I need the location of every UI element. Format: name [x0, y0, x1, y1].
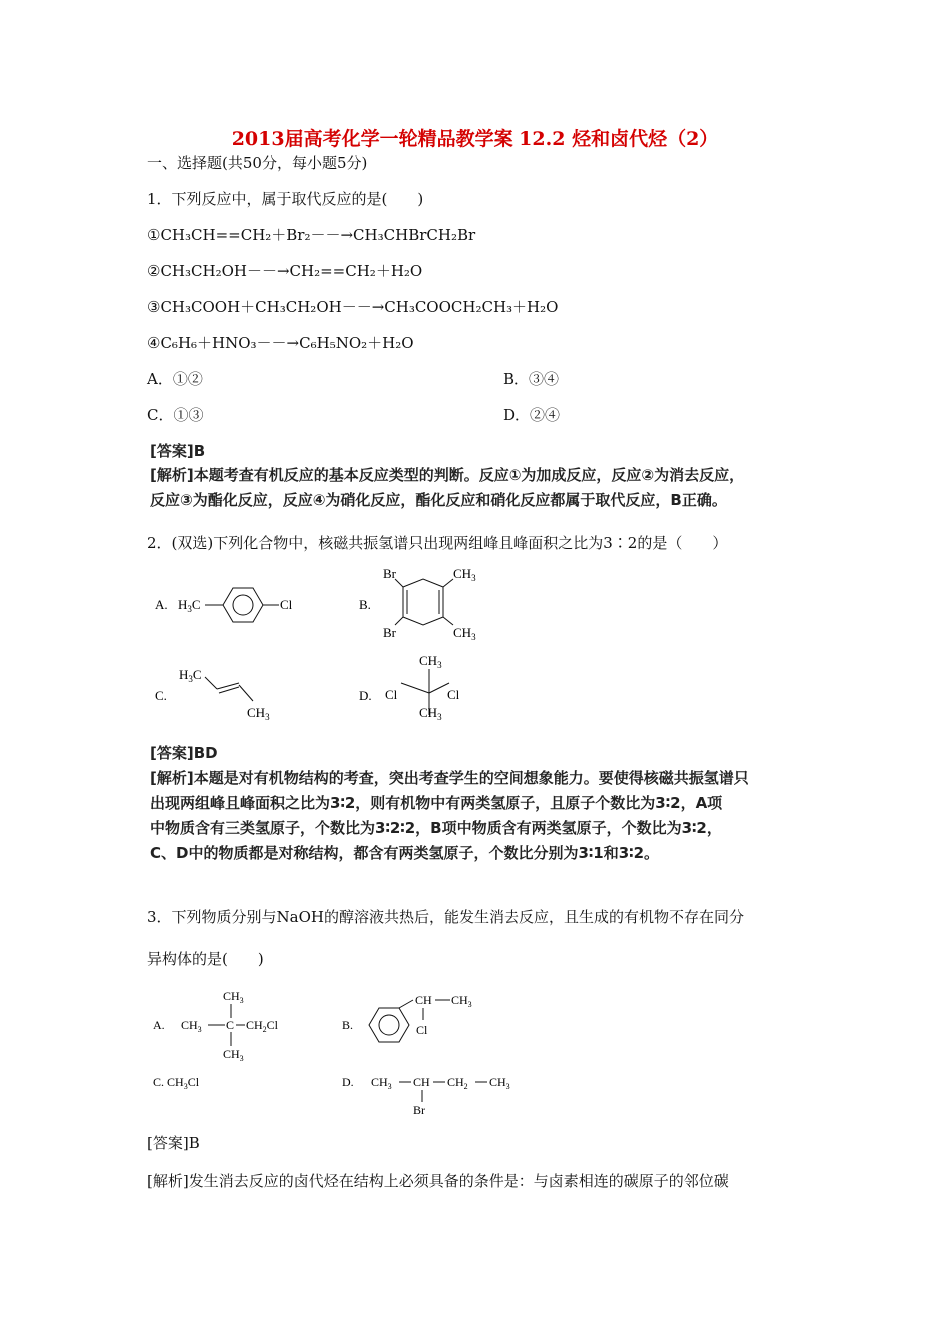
svg-text:CH3: $CH_3$ — [247, 705, 270, 722]
q3-stem-line1: 3．下列物质分别与NaOH的醇溶液共热后，能发生消去反应，且生成的有机物不存在同分 — [147, 908, 744, 926]
svg-text:CH3: $CH_3$ — [181, 1018, 202, 1034]
q2-analysis-line3: 中物质含有三类氢原子，个数比为3∶2∶2，B项中物质含有两类氢原子，个数比为3∶2， — [150, 819, 722, 837]
svg-text:D.: D. — [342, 1075, 354, 1089]
q1-stem: 1．下列反应中，属于取代反应的是( ) — [147, 190, 424, 208]
svg-text:CH2: $CH_2$ — [447, 1075, 468, 1091]
q1-analysis-line2: 反应③为酯化反应，反应④为硝化反应，酯化反应和硝化反应都属于取代反应，B正确。 — [150, 491, 727, 509]
q2-analysis-line2: 出现两组峰且峰面积之比为3∶2，则有机物中有两类氢原子，且原子个数比为3∶2，A项 — [150, 794, 723, 812]
svg-text:B.: B. — [342, 1018, 354, 1032]
q2-analysis-line1: [解析]本题是对有机物结构的考查，突出考查学生的空间想象能力。要使得核磁共振氢谱只 — [150, 769, 749, 787]
svg-text:CH2Cl: $CH_2Cl$ — [246, 1018, 279, 1034]
svg-text:H3C: $H_3C$ — [179, 667, 202, 684]
q2-a-label: A. — [155, 597, 168, 612]
q2-structures — [145, 565, 525, 725]
q1-option-c: C．①③ — [147, 406, 204, 424]
svg-text:Br: Br — [383, 625, 396, 640]
svg-text:CH3: $CH_3$ — [489, 1075, 510, 1091]
svg-text:CH: CH — [413, 1075, 430, 1089]
q1-option-d: D．②④ — [503, 406, 561, 424]
q1-reaction-1: ①CH₃CH==CH₂＋Br₂－－→CH₃CHBrCH₂Br — [147, 226, 476, 244]
q1-answer: [答案]B — [150, 442, 206, 460]
svg-text:Br: Br — [383, 566, 396, 581]
q1-reaction-3: ③CH₃COOH＋CH₃CH₂OH－－→CH₃COOCH₂CH₃＋H₂O — [147, 298, 559, 316]
svg-text:Br: Br — [413, 1103, 425, 1117]
svg-text:CH: CH — [415, 993, 432, 1007]
svg-text:Cl: Cl — [280, 597, 293, 612]
svg-text:CH3: $CH_3$ — [223, 1047, 244, 1063]
svg-text:CH3: $CH_3$ — [419, 705, 442, 722]
document-title: 2013届高考化学一轮精品教学案 12.2 烃和卤代烃（2） — [231, 128, 719, 150]
svg-text:Cl: Cl — [385, 687, 398, 702]
svg-text:CH3: $CH_3$ — [371, 1075, 392, 1091]
svg-text:CH3: $CH_3$ — [453, 566, 476, 583]
q1-reaction-2: ②CH₃CH₂OH－－→CH₂==CH₂＋H₂O — [147, 262, 423, 280]
q2-stem: 2．(双选)下列化合物中，核磁共振氢谱只出现两组峰且峰面积之比为3∶2的是（ ） — [147, 534, 728, 552]
svg-text:A.: A. — [153, 1018, 165, 1032]
q1-reaction-4: ④C₆H₆＋HNO₃－－→C₆H₅NO₂＋H₂O — [147, 334, 414, 352]
q1-option-b: B．③④ — [503, 370, 560, 388]
svg-text:Cl: Cl — [416, 1023, 428, 1037]
q3-stem-line2: 异构体的是( ) — [147, 950, 264, 968]
q1-option-a: A．①② — [147, 370, 203, 388]
q1-analysis-line1: [解析]本题考查有机反应的基本反应类型的判断。反应①为加成反应，反应②为消去反应， — [150, 466, 745, 484]
q3-analysis: [解析]发生消去反应的卤代烃在结构上必须具备的条件是：与卤素相连的碳原子的邻位碳 — [147, 1172, 729, 1190]
svg-text:CH3: $CH_3$ — [453, 625, 476, 642]
q3-structures — [145, 980, 535, 1120]
svg-text:CH3: $CH_3$ — [223, 989, 244, 1005]
q2-answer: [答案]BD — [150, 744, 218, 762]
q2-c-label: C. — [155, 688, 167, 703]
svg-text:C. CH3Cl: C. $CH_3Cl$ — [153, 1075, 200, 1091]
svg-text:Cl: Cl — [447, 687, 460, 702]
svg-text:CH3: $CH_3$ — [419, 653, 442, 670]
svg-text:H3C: $H_3C$ — [178, 597, 201, 614]
svg-text:C: C — [226, 1018, 235, 1032]
q3-answer: [答案]B — [147, 1134, 200, 1152]
q2-d-label: D. — [359, 688, 372, 703]
section-heading: 一、选择题(共50分，每小题5分) — [147, 154, 368, 172]
q2-analysis-line4: C、D中的物质都是对称结构，都含有两类氢原子，个数比分别为3∶1和3∶2。 — [150, 844, 660, 862]
q2-b-label: B. — [359, 597, 371, 612]
svg-text:CH3: $CH_3$ — [451, 993, 472, 1009]
